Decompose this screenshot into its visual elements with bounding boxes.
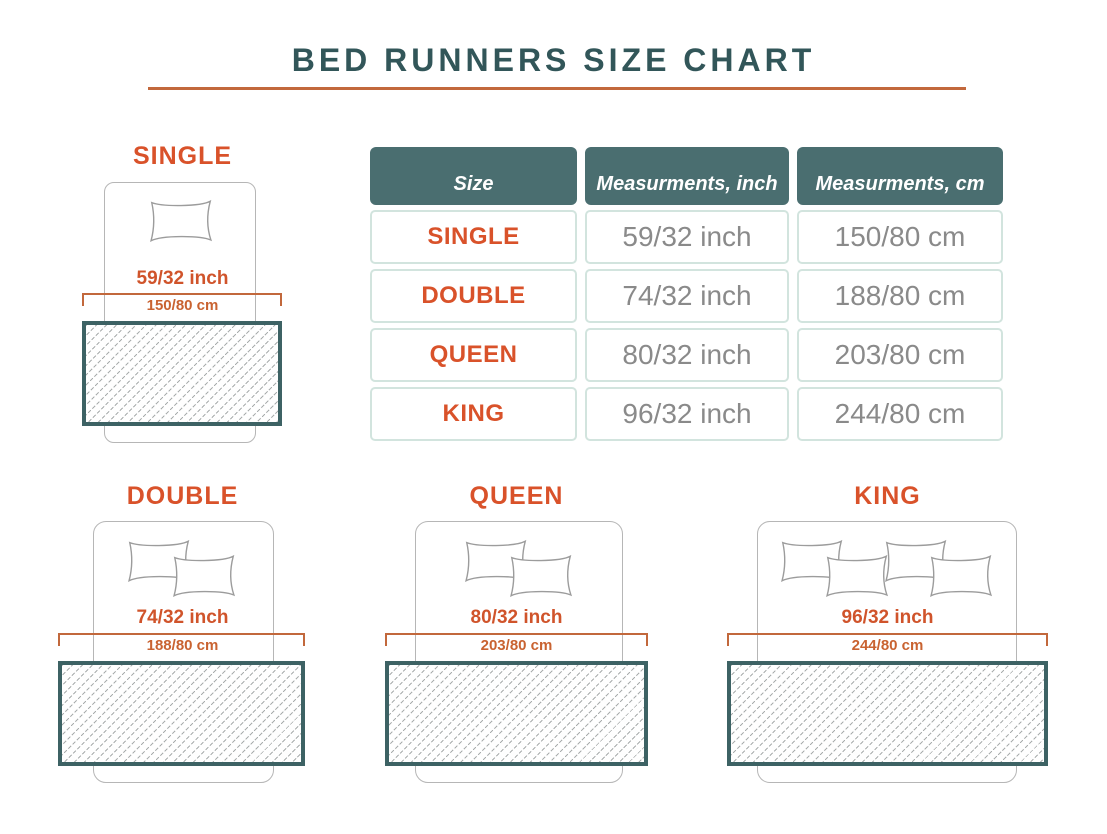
- size-label: QUEEN: [469, 482, 564, 510]
- diagram-double: [55, 480, 310, 792]
- bed-runner-swatch: [58, 661, 305, 766]
- inch-measurement: 74/32 inch: [136, 607, 229, 628]
- table-cell-size: KING: [370, 387, 577, 441]
- page-title: BED RUNNERS SIZE CHART: [291, 42, 816, 78]
- table-cell-size: DOUBLE: [370, 269, 577, 323]
- size-label: SINGLE: [132, 142, 233, 170]
- cm-measurement: 244/80 cm: [851, 637, 924, 654]
- inch-measurement: 96/32 inch: [841, 607, 934, 628]
- table-header-size: Size: [370, 147, 577, 205]
- table-cell-size: QUEEN: [370, 328, 577, 382]
- pillow-icon: [170, 552, 238, 600]
- pillow-icon: [927, 552, 995, 600]
- bed-runner-swatch: [385, 661, 648, 766]
- title-underline: [148, 87, 966, 90]
- table-cell-inch: 96/32 inch: [585, 387, 789, 441]
- cm-measurement: 188/80 cm: [146, 637, 219, 654]
- diagram-king: [725, 480, 1050, 792]
- table-cell-cm: 188/80 cm: [797, 269, 1003, 323]
- pillow-icon: [823, 552, 891, 600]
- bed-runner-swatch: [727, 661, 1048, 766]
- table-cell-inch: 74/32 inch: [585, 269, 789, 323]
- cm-measurement: 203/80 cm: [480, 637, 553, 654]
- inch-measurement: 80/32 inch: [470, 607, 563, 628]
- inch-measurement: 59/32 inch: [136, 268, 229, 289]
- table-header-cm: Measurments, cm: [797, 147, 1003, 205]
- size-label: DOUBLE: [126, 482, 239, 510]
- table-header-inch: Measurments, inch: [585, 147, 789, 205]
- cm-measurement: 150/80 cm: [146, 297, 219, 314]
- table-cell-cm: 244/80 cm: [797, 387, 1003, 441]
- size-label: KING: [854, 482, 921, 510]
- table-cell-cm: 203/80 cm: [797, 328, 1003, 382]
- pillow-icon: [507, 552, 575, 600]
- diagram-single: [75, 140, 290, 452]
- table-cell-inch: 80/32 inch: [585, 328, 789, 382]
- pillow-icon: [147, 197, 215, 245]
- table-cell-size: SINGLE: [370, 210, 577, 264]
- table-cell-cm: 150/80 cm: [797, 210, 1003, 264]
- table-cell-inch: 59/32 inch: [585, 210, 789, 264]
- bed-runner-swatch: [82, 321, 282, 426]
- size-table: [370, 147, 1003, 441]
- diagram-queen: [383, 480, 650, 792]
